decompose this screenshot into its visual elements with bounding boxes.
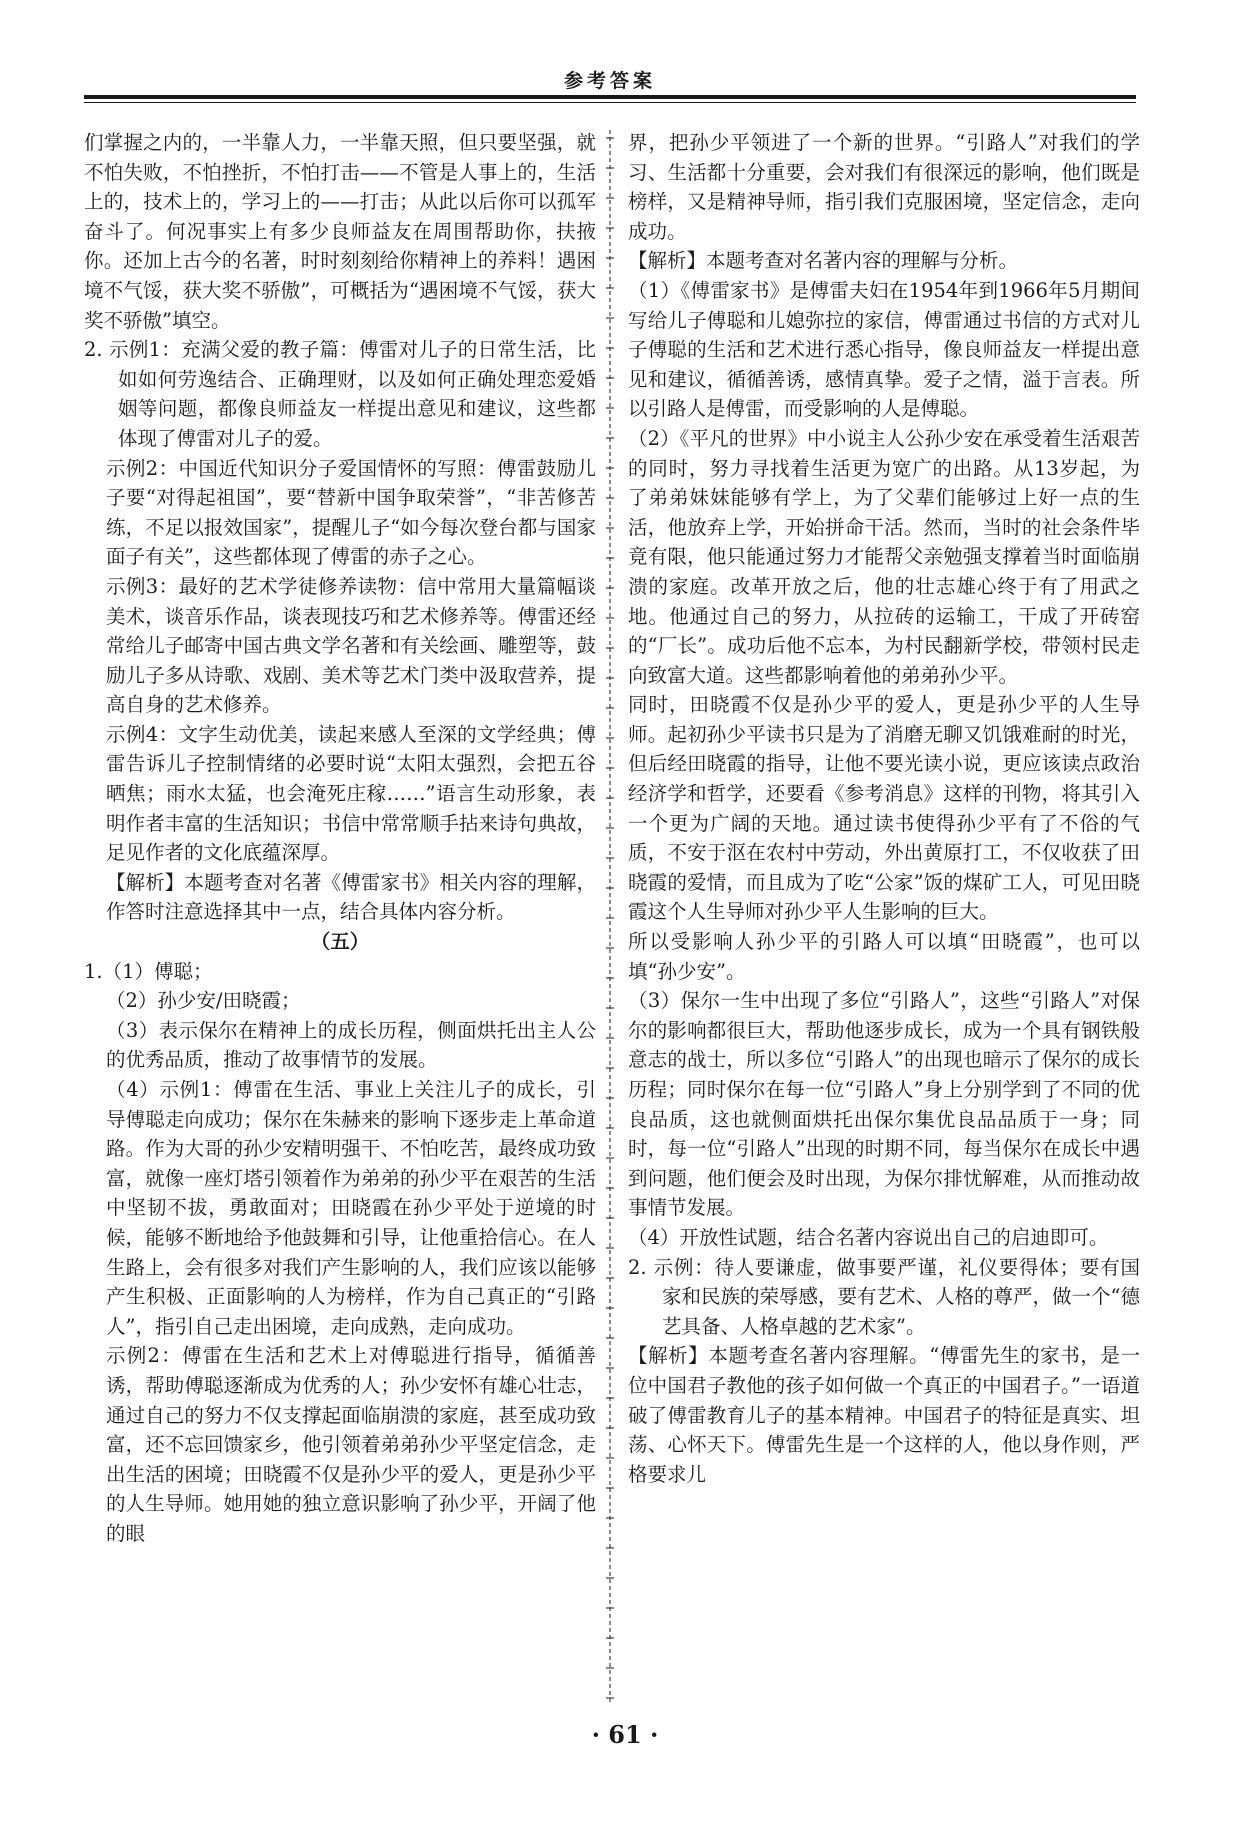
answer-subitem: （3）保尔一生中出现了多位“引路人”，这些“引路人”对保尔的影响都很巨大，帮助他逐步成长，成为一个具有钢铁般意志的战士，所以多位“引路人”的出现也暗示了保尔的成长历程；同时保尔在每一位“引路人”身上分别学到了不同的优良品质，这也就侧面烘托出保尔集优良品品质于一身；同时，每一位“引路人”出现的时期不同，每当保尔在成长中遇到问题，他们便会及时出现，为保尔排忧解难，从而推动故事情节发展。 xyxy=(628,989,1140,1220)
answer-item-1: 1.（1）傅聪； xyxy=(84,959,213,983)
answer-subitem: （4）示例1：傅雷在生活、事业上关注儿子的成长，引导傅聪走向成功；保尔在朱赫来的影响下逐步走上革命道路。作为大哥的孙少安精明强干、不怕吃苦，最终成功致富，就像一座灯塔引领着作为弟弟的孙少平在艰苦的生活中坚韧不拔，勇敢面对；田晓霞在孙少平处于逆境的时候，能够不断地给予他鼓舞和引导，让他重拾信心。在人生路上，会有很多对我们产生影响的人，我们应该以能够产生积极、正面影响的人为榜样，作为自己真正的“引路人”，指引自己走出困境，走向成熟，走向成功。 xyxy=(106,1078,596,1338)
answer-item-2: 2. 示例1：充满父爱的教子篇：傅雷对儿子的日常生活，比如如何劳逸结合、正确理财，以及如何正确处理恋爱婚姻等问题，都像良师益友一样提出意见和建议，这些都体现了傅雷对儿子的爱。 xyxy=(84,338,596,450)
header-title: 参考答案 xyxy=(563,70,656,92)
answer-item-2: 2. 示例：待人要谦虚，做事要严谨，礼仪要得体；要有国家和民族的荣辱感，要有艺术、人格的尊严，做一个“德艺具备、人格卓越的艺术家”。 xyxy=(628,1255,1140,1338)
analysis-paragraph: 【解析】本题考查名著内容理解。“傅雷先生的家书，是一位中国君子教他的孩子如何做一个真正的中国君子。”一语道破了傅雷教育儿子的基本精神。中国君子的特征是真实、坦荡、心怀天下。傅雷先生是一个这样的人，他以身作则，严格要求儿 xyxy=(628,1344,1140,1486)
page-header xyxy=(84,56,1136,108)
paragraph: 所以受影响人孙少平的引路人可以填“田晓霞”，也可以填“孙少安”。 xyxy=(628,930,1140,983)
answer-subitem: （1）《傅雷家书》是傅雷夫妇在1954年到1966年5月期间写给儿子傅聪和儿媳弥拉的家信，傅雷通过书信的方式对儿子傅聪的生活和艺术进行悉心指导，像良师益友一样提出意见和建议，循循善诱，感情真挚。爱子之情，溢于言表。所以引路人是傅雷，而受影响的人是傅聪。 xyxy=(628,278,1140,421)
answer-subitem: （4）开放性试题，结合名著内容说出自己的启迪即可。 xyxy=(628,1225,1109,1249)
paragraph: 同时，田晓霞不仅是孙少平的爱人，更是孙少平的人生导师。起初孙少平读书只是为了消磨无聊又饥饿难耐的时光，但后经田晓霞的指导，让他不要光读小说，更应该读点政治经济学和哲学，还要看《参考消息》这样的刊物，将其引入一个更为广阔的天地。通过读书使得孙少平有了不俗的气质，不安于沤在农村中劳动，外出黄原打工，不仅收获了田晓霞的爱情，而且成为了吃“公家”饭的煤矿工人，可见田晓霞这个人生导师对孙少平人生影响的巨大。 xyxy=(628,693,1140,924)
section-heading: （五） xyxy=(310,930,370,954)
paragraph: 们掌握之内的，一半靠人力，一半靠天照，但只要坚强，就不怕失败，不怕挫折，不怕打击——不管是人事上的，生活上的，技术上的，学习上的——打击；从此以后你可以孤军奋斗了。何况事实上有多少良师益友在周围帮助你，扶掖你。还加上古今的名著，时时刻刻给你精神上的养料！遇困境不气馁，获大奖不骄傲”，可概括为“遇困境不气馁，获大奖不骄傲”填空。 xyxy=(84,131,596,332)
answer-subitem: （2）《平凡的世界》中小说主人公孙少安在承受着生活艰苦的同时，努力寻找着生活更为宽广的出路。从13岁起，为了弟弟妹妹能够有学上，为了父辈们能够过上好一点的生活，他放弃上学，开始拼命干活。然而，当时的社会条件毕竟有限，他只能通过努力才能帮父亲勉强支撑着当时面临崩溃的家庭。改革开放之后，他的壮志雄心终于有了用武之地。他通过自己的努力，从拉砖的运输工，干成了开砖窑的“厂长”。成功后他不忘本，为村民翻新学校，带领村民走向致富大道。这些都影响着他的弟弟孙少平。 xyxy=(628,426,1140,687)
analysis-paragraph: 【解析】本题考查对名著《傅雷家书》相关内容的理解，作答时注意选择其中一点，结合具体内容分析。 xyxy=(106,870,596,924)
column-divider xyxy=(603,130,617,1702)
example-paragraph: 示例3：最好的艺术学徒修养读物：信中常用大量篇幅谈美术，谈音乐作品，谈表现技巧和艺术修养等。傅雷还经常给儿子邮寄中国古典文学名著和有关绘画、雕塑等，鼓励儿子多从诗歌、戏剧、美术等艺术门类中汲取营养，提高自身的艺术修养。 xyxy=(106,574,596,717)
header-rule-thick xyxy=(84,95,1136,99)
analysis-paragraph: 【解析】本题考查对名著内容的理解与分析。 xyxy=(628,249,1019,273)
page-number: · 61 · xyxy=(591,1720,659,1749)
example-paragraph: 示例2：中国近代知识分子爱国情怀的写照：傅雷鼓励儿子要“对得起祖国”，要“替新中国争取荣誉”，“非苦修苦练，不足以报效国家”，提醒儿子“如今每次登台都与国家面子有关”，这些都体现了傅雷的赤子之心。 xyxy=(106,456,596,569)
paragraph: 界，把孙少平领进了一个新的世界。“引路人”对我们的学习、生活都十分重要，会对我们有很深远的影响，他们既是榜样，又是精神导师，指引我们克服困境，坚定信念，走向成功。 xyxy=(628,131,1140,243)
header-rule-thin xyxy=(84,102,1136,103)
example-paragraph: 示例4：文字生动优美，读起来感人至深的文学经典；傅雷告诉儿子控制情绪的必要时说“太阳太强烈，会把五谷晒焦；雨水太猛，也会淹死庄稼……”语言生动形象，表明作者丰富的生活知识；书信中常常顺手拈来诗句典故，足见作者的文化底蕴深厚。 xyxy=(106,722,596,865)
answer-subitem: （3）表示保尔在精神上的成长历程，侧面烘托出主人公的优秀品质，推动了故事情节的发展。 xyxy=(106,1018,596,1072)
answer-subitem: （2）孙少安/田晓霞； xyxy=(106,989,301,1013)
right-column xyxy=(628,128,1140,1489)
left-column xyxy=(84,128,596,1549)
example-paragraph: 示例2：傅雷在生活和艺术上对傅聪进行指导，循循善诱，帮助傅聪逐渐成为优秀的人；孙少安怀有雄心壮志，通过自己的努力不仅支撑起面临崩溃的家庭，甚至成功致富，还不忘回馈家乡，他引领着弟弟孙少平坚定信念，走出生活的困境；田晓霞不仅是孙少平的爱人，更是孙少平的人生导师。她用她的独立意识影响了孙少平，开阔了他的眼 xyxy=(106,1344,596,1545)
